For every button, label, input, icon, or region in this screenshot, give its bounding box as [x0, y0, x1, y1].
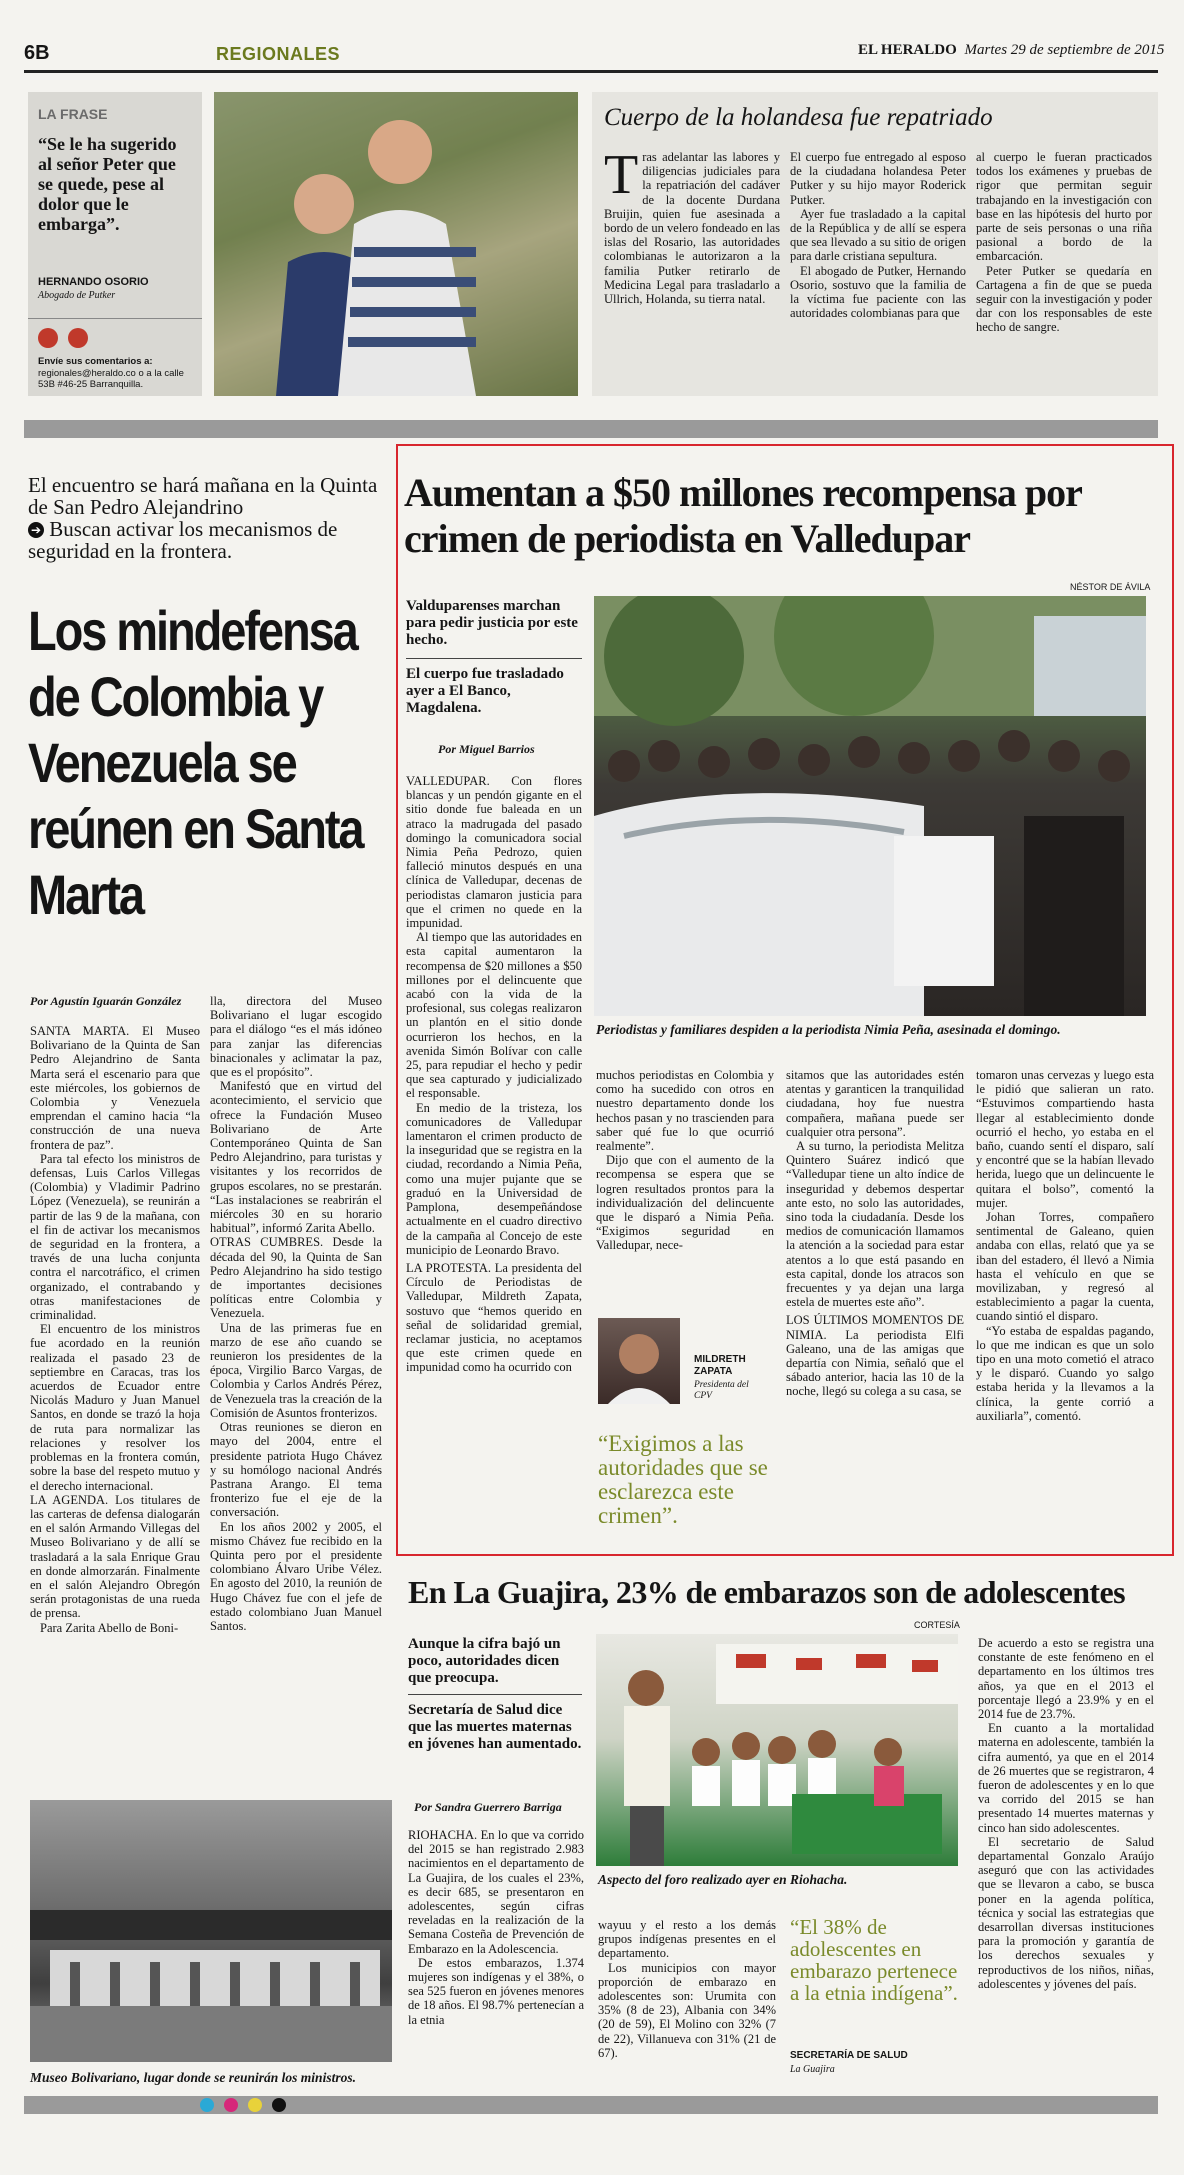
cyan-mark	[200, 2098, 214, 2112]
twitter-icon	[38, 328, 58, 348]
valledupar-byline: Por Miguel Barrios	[438, 742, 535, 756]
guajira-pull-quote: “El 38% de adolescentes en embarazo pertenece a la etnia indígena”.	[790, 1915, 958, 2005]
issue-date: Martes 29 de septiembre de 2015	[964, 42, 1165, 58]
holandesa-col3: al cuerpo le fueran practicados todos los exámenes y pruebas de rigor que permitan seguir trabajando en la investigación con base en las hipótesis del hurto por parte de seis personas o una riña pasional a bordo de la embarcación. Peter Putker se quedaría en Cartagena a fin de que se pueda seguir con la investigación y poder dar con los responsables de este hecho de sangre.	[976, 150, 1152, 335]
social-icons	[38, 328, 88, 353]
valledupar-photo-credit: NÉSTOR DE ÁVILA	[1070, 582, 1151, 592]
guajira-col2: wayuu y el resto a los demás grupos indígenas presentes en el departamento. Los municipios con mayor proporción de embarazo en adolescentes son: Urumita con 35% (8 de 23), Albania con 34% (20 de 59), El Molino con 32% (7 de 22), Villanueva con 31% (21 de 67).	[598, 1918, 776, 2060]
masthead-rule	[24, 70, 1158, 73]
valledupar-col4: tomaron unas cervezas y luego esta le pidió que salieran un rato. “Estuvimos compartiendo hasta llegar al establecimiento donde ocurrió el hecho, yo estaba en el baño, cuando sentí el disparo, salí y encontré que se la habían llevado herida, luego que un delincuente le quitara el bolso”, comentó la mujer. Johan Torres, compañero sentimental de Galeano, quien andaba con ellas, relató que ya se iban del estadero, él llevó a Nimia hasta el vehículo en que se movilizaban, y regresó al establecimiento a pagar la cuenta, cuando sintió el disparo. “Yo estaba de espaldas pagando, lo que me indican es que un solo tipo en una moto cometió el atraco y le disparó. Cuando yo salgo estaba herida y la llevamos a la clínica, la gente corrió a auxiliarla”, comentó.	[976, 1068, 1154, 1423]
guajira-col3: De acuerdo a esto se registra una constante de este fenómeno en el departamento en los últimos tres años, ya que en el 2013 el porcentaje llegó a 23.9% y en el 2014 fue de 23.7%. En cuanto a la mortalidad materna en adolescente, también la cifra aumentó, ya que en el 2014 de 26 muertes que se registraron, 4 fueron de adolescentes y en lo que va corrido del 2015 se han presentado 14 muertes maternas y cinco han sido adolescentes. El secretario de Salud departamental Gonzalo Araújo aseguró que con las actividades que se llevaron a cabo, se busca poner en la agenda política, técnica y social las estrategias que desarrollan diversas instituciones para la promoción y garantía de los derechos sexuales y reproductivos de los niños, niñas, adolescentes y jóvenes del país.	[978, 1636, 1154, 1991]
frase-divider	[28, 318, 202, 319]
valledupar-headline: Aumentan a $50 millones recompensa por crimen de periodista en Valledupar	[404, 470, 1082, 561]
guajira-headline: En La Guajira, 23% de embarazos son de adolescentes	[408, 1574, 1125, 1610]
valledupar-photo	[594, 596, 1146, 1016]
mindefensa-kicker-2: ➔ Buscan activar los mecanismos de seguridad en la frontera.	[28, 517, 338, 563]
frase-label: LA FRASE	[38, 106, 108, 122]
contact-title: Envíe sus comentarios a:	[38, 356, 153, 367]
couple-illustration	[214, 92, 578, 396]
guajira-deck-1: Aunque la cifra bajó un poco, autoridades dicen que preocupa.	[408, 1636, 561, 1686]
couple-photo	[214, 92, 578, 396]
mildreth-name: MILDRETH ZAPATA	[694, 1354, 746, 1377]
contact-text: regionales@heraldo.co o a la calle 53B #46-25 Barranquilla.	[38, 368, 184, 390]
guajira-photo-credit: CORTESÍA	[914, 1620, 960, 1630]
paper-name: EL HERALDO Martes 29 de septiembre de 2015	[858, 42, 1165, 58]
frase-quote: “Se le ha sugerido al señor Peter que se quede, pese al dolor que le embarga”.	[38, 134, 177, 234]
frase-role: Abogado de Putker	[38, 290, 116, 301]
mindefensa-kicker-1: El encuentro se hará mañana en la Quinta de San Pedro Alejandrino	[28, 473, 378, 519]
page-number: 6B	[24, 42, 50, 64]
museo-photo	[30, 1800, 392, 2062]
frase-author: HERNANDO OSORIO	[38, 276, 149, 288]
holandesa-dropcap: T	[604, 144, 639, 206]
guajira-quote-source-sub: La Guajira	[790, 2064, 835, 2075]
mildreth-role: Presidenta del CPV	[694, 1380, 749, 1401]
valledupar-deck-2: El cuerpo fue trasladado ayer a El Banco, Magdalena.	[406, 666, 564, 716]
email-icon	[68, 328, 88, 348]
valledupar-caption: Periodistas y familiares despiden a la periodista Nimia Peña, asesinada el domingo.	[596, 1022, 1061, 1037]
footer-band	[24, 2096, 1158, 2114]
valledupar-col2: muchos periodistas en Colombia y como ha sucedido con otros en nuestro departamento donde los hechos pasan y no trascienden para saber qué fue lo que ocurrió realmente”. Dijo que con el aumento de la recompensa se espera que se logren resultados prontos para la individualización del delincuente que le disparó a Nimia Peña. “Exigimos seguridad en Valledupar, nece-	[596, 1068, 774, 1253]
holandesa-col2: El cuerpo fue entregado al esposo de la ciudadana holandesa Peter Putker y su hijo mayor Roderick Putker. Ayer fue trasladado a la capital de la República y de allí se espera que sea llevado a su sitio de origen para darle cristiana sepultura. El abogado de Putker, Hernando Osorio, sostuvo que la familia de la víctima fue paciente con las autoridades colombianas para que	[790, 150, 966, 321]
magenta-mark	[224, 2098, 238, 2112]
mindefensa-byline: Por Agustín Iguarán González	[30, 994, 182, 1008]
section-label: REGIONALES	[216, 44, 341, 64]
mindefensa-col1: SANTA MARTA. El Museo Bolivariano de la Quinta de San Pedro Alejandrino de Santa Marta será el escenario para que este miércoles, los gobiernos de Colombia y Venezuela emprendan el camino hacia “la construcción de una nueva frontera de paz”. Para tal efecto los ministros de defensas, Luis Carlos Villegas (Colombia) y Vladimir Padrino López (Venezuela), se reunirán a partir de las 9 de la mañana, con el fin de activar los mecanismos de seguridad en la frontera, a través de una lucha conjunta contra el narcotráfico, el crimen organizado, el contrabando y otras manifestaciones de criminalidad. El encuentro de los ministros fue acordado en la reunión realizada el pasado 23 de septiembre en Caracas, tras los acuerdos de Ecuador entre Nicolás Maduro y Juan Manuel Santos, en donde se trazó la hoja de ruta para normalizar las relaciones y resolver los problemas en la frontera común, sobre la base del respeto mutuo y el derecho internacional. LA AGENDA. Los titulares de las carteras de defensa dialogarán en el salón Armando Villegas del Museo Bolivariano y de allí se trasladará a la sala Enrique Grau en donde almorzarán. Finalmente en el salón Alejandro Obregón serán protagonistas de una rueda de prensa. Para Zarita Abello de Boni-	[30, 1024, 200, 1635]
guajira-col1: RIOHACHA. En lo que va corrido del 2015 se han registrado 2.983 nacimientos en el departamento de La Guajira, de los cuales el 23%, es decir 685, se presentaron en adolescentes, según cifras reveladas en la realización de la Semana Costeña de Prevención de Embarazo en la Adolescencia. De estos embarazos, 1.374 mujeres son indígenas y el 38%, o sea 525 fueron en jóvenes menores de 18 años. El 98.7% pertenecían a la etnia	[408, 1828, 584, 2027]
mindefensa-col2: lla, directora del Museo Bolivariano el lugar escogido para el diálogo “es el más idóneo para zanjar las diferencias binacionales y aclimatar la paz, que es el propósito”. Manifestó que en virtud del acontecimiento, el servicio que ofrece la Fundación Museo Bolivariano de Arte Contemporáneo Quinta de San Pedro Alejandrino, para turistas y visitantes y los recorridos de grupos escolares, no se prestarán. “Las instalaciones se reabrirán el miércoles 30 en su horario habitual”, informó Zarita Abello. OTRAS CUMBRES. Desde la década del 90, la Quinta de San Pedro Alejandrino ha sido testigo de importantes decisiones políticas entre Colombia y Venezuela. Una de las primeras fue en marzo de ese año cuando se reunieron los presidentes de la época, Virgilio Barco Vargas, de Colombia y Carlos Andrés Pérez, de Venezuela tras la creación de la Comisión de Asuntos fronterizos. Otras reuniones se dieron en mayo del 2004, entre el presidente patriota Hugo Chávez y su homólogo nacional Andrés Pastrana Arango. El tema fronterizo fue el eje de la conversación. En los años 2002 y 2005, el mismo Chávez fue recibido en la Quinta pero por el presidente colombiano Álvaro Uribe Vélez. En agosto del 2010, la reunión de Hugo Chávez fue con el jefe de estado colombiano Juan Manuel Santos.	[210, 994, 382, 1633]
holandesa-headline: Cuerpo de la holandesa fue repatriado	[604, 104, 993, 131]
museo-caption: Museo Bolivariano, lugar donde se reunirán los ministros.	[30, 2070, 356, 2085]
arrow-right-icon: ➔	[28, 522, 44, 538]
guajira-caption: Aspecto del foro realizado ayer en Riohacha.	[598, 1872, 848, 1887]
valledupar-col1: VALLEDUPAR. Con flores blancas y un pendón gigante en el sitio donde fue baleada en un atraco la madrugada del pasado domingo la comunicadora social Nimia Peña Pedrozo, quien falleció minutos después en una clínica de Valledupar, decenas de periodistas clamaron justicia para que el crimen no quede en la impunidad. Al tiempo que las autoridades en esta capital aumentaron la recompensa de $20 millones a $50 millones por el delincuente que acabó con la vida de la profesional, sus colegas realizaron un plantón en el sitio donde ocurrieron los hechos, en la avenida Simón Bolívar con calle 25, para repudiar el hecho y pedir que sea capturado y judicializado el responsable. En medio de la tristeza, los comunicadores de Valledupar lamentaron el crimen producto de la inseguridad que se registra en la ciudad, recordando a Nimia Peña, como una mujer pujante que se graduó en la Universidad de Pamplona, desempeñándose actualmente en el cuadro directivo de la campaña al Concejo de este municipio de Leonardo Bravo. LA PROTESTA. La presidenta del Círculo de Periodistas de Valledupar, Mildreth Zapata, sostuvo que “hemos querido en señal de solidaridad gremial, reclamar justicia, no aceptamos que este crimen quede en impunidad como ha ocurrido con	[406, 774, 582, 1375]
guajira-quote-source: SECRETARÍA DE SALUD	[790, 2050, 908, 2061]
valledupar-deck-divider	[406, 658, 582, 659]
frase-box	[28, 92, 202, 396]
mildreth-portrait	[598, 1318, 680, 1404]
valledupar-col3: sitamos que las autoridades estén atentas y garanticen la tranquilidad ciudadana, hoy fue nuestra compañera, mañana puede ser cualquier otra persona”. A su turno, la periodista Melitza Quintero Suárez indicó que “Valledupar tiene un alto índice de inseguridad y debemos despertar ante esto, no solo las autoridades, sino toda la ciudadanía. Desde los medios de comunicación llamamos la atención a la sociedad para estar atentos a lo que está pasando en esta capital, donde los atracos son frecuentes y ya dejan una larga estela de muertes este año”. LOS ÚLTIMOS MOMENTOS DE NIMIA. La periodista Elfi Galeano, una de las amigas que departía con Nimia, señaló que el sábado anterior, hacia las 10 de la noche, llegó su colega a su casa, se	[786, 1068, 964, 1399]
registration-marks	[200, 2098, 286, 2117]
guajira-deck-divider	[408, 1694, 582, 1695]
yellow-mark	[248, 2098, 262, 2112]
guajira-byline: Por Sandra Guerrero Barriga	[414, 1800, 562, 1814]
black-mark	[272, 2098, 286, 2112]
mindefensa-headline: Los mindefensa de Colombia y Venezuela se reúnen en Santa Marta	[28, 599, 363, 926]
guajira-photo	[596, 1634, 958, 1866]
guajira-deck-2: Secretaría de Salud dice que las muertes maternas en jóvenes han aumentado.	[408, 1702, 582, 1752]
valledupar-pull-quote: “Exigimos a las autoridades que se esclarezca este crimen”.	[598, 1431, 768, 1528]
holandesa-col1: T ras adelantar las labores y diligencias judiciales para la repatriación del cadáver de la docente Durdana Bruijin, quien fue asesinada a bordo de un velero fondeado en las islas del Rosario, las autoridades colombianas le autorizaron a la familia Putker retirarlo de Medicina Legal para trasladarlo a Ullrich, Holanda, su tierra natal.	[604, 144, 780, 307]
valledupar-deck-1: Valduparenses marchan para pedir justicia por este hecho.	[406, 598, 578, 648]
section-divider-band	[24, 420, 1158, 438]
